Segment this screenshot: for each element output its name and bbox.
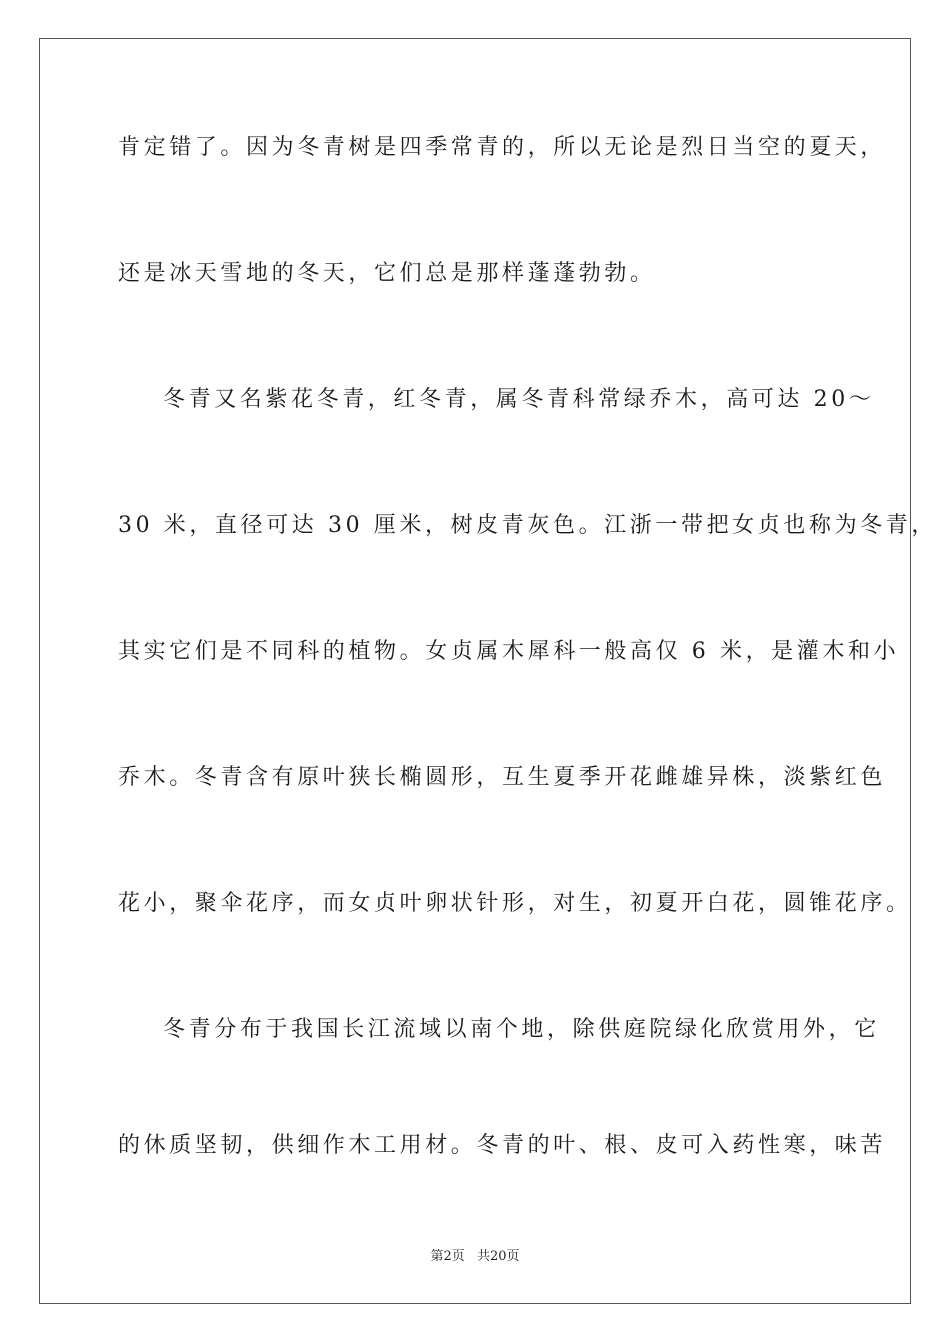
text-line-5: 其实它们是不同科的植物。女贞属木犀科一般高仅 6 米，是灌木和小: [118, 639, 900, 664]
page-border: [39, 38, 937, 1304]
text-line-7: 花小，聚伞花序，而女贞叶卵状针形，对生，初夏开白花，圆锥花序。: [118, 891, 912, 916]
text-line-8: 冬青分布于我国长江流域以南个地，除供庭院绿化欣赏用外，它: [163, 1017, 880, 1042]
text-line-1: 肯定错了。因为冬青树是四季常青的，所以无论是烈日当空的夏天，: [118, 135, 887, 160]
text-line-2: 还是冰天雪地的冬天，它们总是那样蓬蓬勃勃。: [118, 261, 656, 286]
text-line-9: 的休质坚韧，供细作木工用材。冬青的叶、根、皮可入药性寒，味苦: [118, 1133, 887, 1158]
page-footer: [0, 1248, 950, 1266]
page-number: 第2页: [430, 1249, 465, 1264]
total-pages: 共20页: [476, 1249, 520, 1264]
text-line-6: 乔木。冬青含有原叶狭长椭圆形，互生夏季开花雌雄异株，淡紫红色: [118, 765, 887, 790]
text-line-4: 30 米，直径可达 30 厘米，树皮青灰色。江浙一带把女贞也称为冬青，: [118, 513, 937, 538]
text-line-3: 冬青又名紫花冬青，红冬青，属冬青科常绿乔木，高可达 20～: [163, 387, 875, 412]
